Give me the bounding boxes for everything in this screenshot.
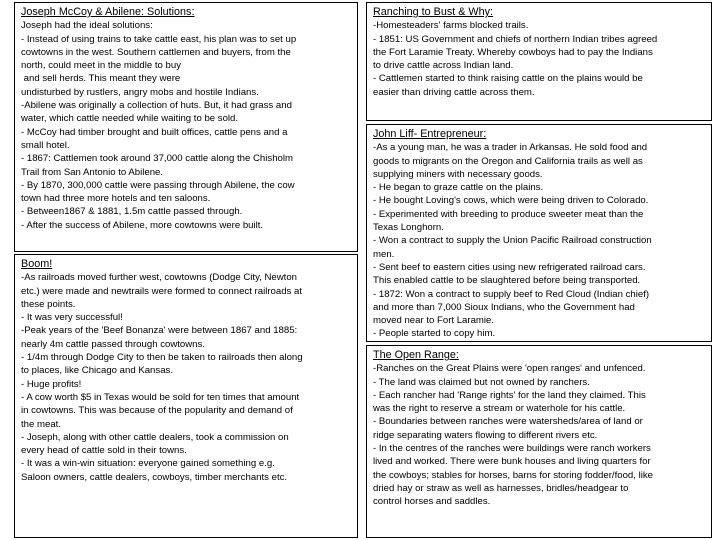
text-line: the meat. bbox=[21, 418, 61, 430]
text-line: small hotel. bbox=[21, 139, 70, 151]
text-line: to places, like Chicago and Kansas. bbox=[21, 365, 173, 377]
text-line: the Fort Laramie Treaty. Whereby cowboys had to pay the Indians bbox=[373, 46, 653, 58]
text-line: and more than 7,000 Sioux Indians, who the Government had bbox=[373, 301, 635, 313]
text-line: -As railroads moved further west, cowtowns (Dodge City, Newton bbox=[21, 272, 298, 284]
text-line: -Abilene was originally a collection of huts. But, it had grass and bbox=[21, 100, 292, 112]
text-line: dried hay or straw as well as harnesses, bridles/headgear to bbox=[373, 482, 629, 494]
text-line: - McCoy had timber brought and built offices, cattle pens and a bbox=[21, 126, 288, 138]
section-body bbox=[21, 19, 352, 232]
text-line: -Peak years of the 'Beef Bonanza' were between 1867 and 1885: bbox=[21, 325, 298, 337]
section-joseph-mccoy bbox=[14, 2, 358, 252]
text-line: Trail from San Antonio to Abilene. bbox=[21, 166, 164, 178]
text-line: - Huge profits! bbox=[21, 378, 82, 390]
text-line: - After the success of Abilene, more cowtowns were built. bbox=[21, 219, 264, 231]
text-line: Texas Longhorn. bbox=[373, 222, 444, 234]
text-line: -Ranches on the Great Plains were 'open ranges' and unfenced. bbox=[373, 363, 646, 375]
text-line: to drive cattle across Indian land. bbox=[373, 60, 514, 72]
text-line: supplying miners with necessary goods. bbox=[373, 168, 543, 180]
text-line: - By 1870, 300,000 cattle were passing through Abilene, the cow bbox=[21, 179, 295, 191]
text-line: - In the centres of the ranches were buildings were ranch workers bbox=[373, 443, 651, 455]
text-line: these points. bbox=[21, 298, 76, 310]
text-line: - 1/4m through Dodge City to then be taken to railroads then along bbox=[21, 352, 303, 364]
text-line: - Cattlemen started to think raising cattle on the plains would be bbox=[373, 73, 643, 85]
text-line: cowtowns in the west. Southern cattlemen and buyers, from the bbox=[21, 46, 291, 58]
section-heading: John Liff- Entrepreneur: bbox=[373, 128, 487, 140]
text-line: - A cow worth $5 in Texas would be sold for ten times that amount bbox=[21, 391, 300, 403]
text-line: water, which cattle needed while waiting to be sold. bbox=[21, 113, 239, 125]
text-line: in cowtowns. This was because of the popularity and demand of bbox=[21, 405, 293, 417]
text-line: - 1867: Cattlemen took around 37,000 cattle along the Chisholm bbox=[21, 153, 293, 165]
text-line: goods to migrants on the Oregon and California trails as well as bbox=[373, 155, 643, 167]
text-line: the cowboys; stables for horses, barns for storing fodder/food, like bbox=[373, 469, 653, 481]
text-line: - He began to graze cattle on the plains. bbox=[373, 182, 544, 194]
section-body bbox=[373, 362, 706, 508]
text-line: control horses and saddles. bbox=[373, 496, 491, 508]
text-line: and sell herds. This meant they were bbox=[21, 73, 181, 85]
section-heading: The Open Range: bbox=[373, 349, 459, 361]
text-line: - Won a contract to supply the Union Pacific Railroad construction bbox=[373, 235, 652, 247]
text-line: - Boundaries between ranches were watersheds/area of land or bbox=[373, 416, 643, 428]
text-line: nearly 4m cattle passed through cowtowns. bbox=[21, 338, 205, 350]
section-heading: Boom! bbox=[21, 258, 53, 270]
text-line: This enabled cattle to be slaughtered before being transported. bbox=[373, 275, 641, 287]
section-body bbox=[373, 141, 706, 340]
section-body bbox=[373, 19, 706, 99]
section-body bbox=[21, 271, 352, 484]
section-boom bbox=[14, 254, 358, 538]
text-line: - Experimented with breeding to produce sweeter meat than the bbox=[373, 208, 644, 220]
section-heading: Joseph McCoy & Abilene: Solutions: bbox=[21, 6, 195, 18]
text-line: - It was very successful! bbox=[21, 312, 123, 324]
text-line: etc.) were made and newtrails were formed to connect railroads at bbox=[21, 285, 303, 297]
section-open-range bbox=[366, 345, 712, 538]
text-line: - People started to copy him. bbox=[373, 328, 496, 340]
text-line: - Sent beef to eastern cities using new refrigerated railroad cars. bbox=[373, 261, 646, 273]
text-line: -As a young man, he was a trader in Arkansas. He sold food and bbox=[373, 142, 648, 154]
text-line: was the right to reserve a stream or waterhole for his cattle. bbox=[373, 403, 626, 415]
text-line: north, could meet in the middle to buy bbox=[21, 60, 181, 72]
text-line: men. bbox=[373, 248, 395, 260]
text-line: every head of cattle sold in their towns. bbox=[21, 445, 187, 457]
text-line: lived and worked. There were bunk houses and living quarters for bbox=[373, 456, 651, 468]
text-line: easier than driving cattle across them. bbox=[373, 86, 535, 98]
text-line: ridge separating waters flowing to different rivers etc. bbox=[373, 429, 598, 441]
text-line: - The land was claimed but not owned by ranchers. bbox=[373, 376, 590, 388]
text-line: - Each rancher had 'Range rights' for the land they claimed. This bbox=[373, 389, 646, 401]
section-john-iliff bbox=[366, 124, 712, 342]
text-line: - Between1867 & 1881, 1.5m cattle passed through. bbox=[21, 206, 243, 218]
text-line: undisturbed by rustlers, angry mobs and hostile Indians. bbox=[21, 86, 259, 98]
section-ranching-to-bust bbox=[366, 2, 712, 121]
text-line: - He bought Loving's cows, which were being driven to Colorado. bbox=[373, 195, 649, 207]
text-line: town had three more hotels and ten saloons. bbox=[21, 193, 211, 205]
text-line: Joseph had the ideal solutions: bbox=[21, 20, 153, 32]
text-line: Saloon owners, cattle dealers, cowboys, timber merchants etc. bbox=[21, 471, 288, 483]
text-line: - Joseph, along with other cattle dealers, took a commission on bbox=[21, 431, 289, 443]
text-line: - Instead of using trains to take cattle east, his plan was to set up bbox=[21, 33, 297, 45]
text-line: moved near to Fort Laramie. bbox=[373, 315, 495, 327]
text-line: -Homesteaders' farms blocked trails. bbox=[373, 20, 529, 32]
section-heading: Ranching to Bust & Why: bbox=[373, 6, 494, 18]
text-line: - 1851: US Government and chiefs of northern Indian tribes agreed bbox=[373, 33, 658, 45]
text-line: - 1872: Won a contract to supply beef to Red Cloud (Indian chief) bbox=[373, 288, 650, 300]
text-line: - It was a win-win situation: everyone gained something e.g. bbox=[21, 458, 275, 470]
